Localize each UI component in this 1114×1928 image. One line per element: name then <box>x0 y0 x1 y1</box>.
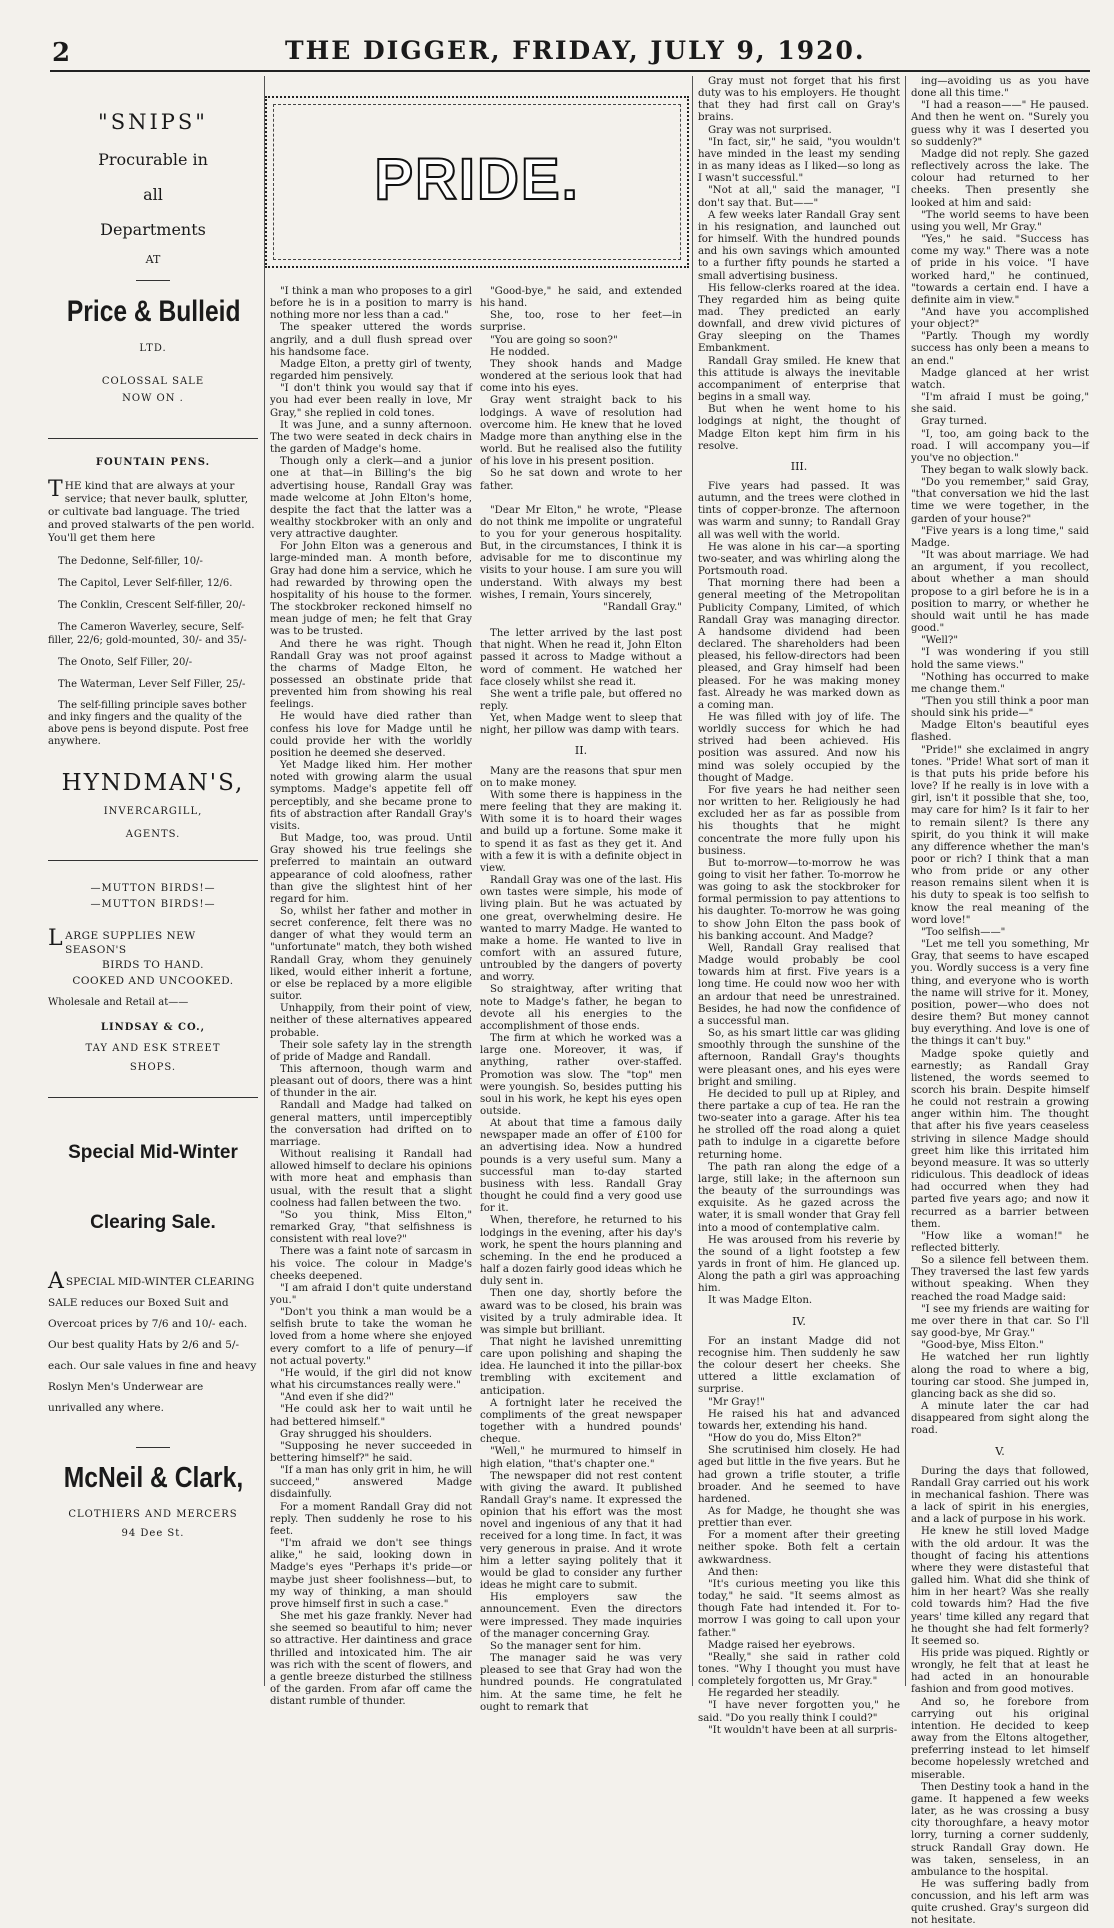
story-paragraph: For an instant Madge did not recognise him. Then suddenly he saw the colour desert her cheeks. She uttered a little exclamation of surprise. <box>698 1335 900 1396</box>
story-paragraph: That morning there had been a general meeting of the Metropolitan Publicity Company, Limited, of which Randall Gray was managing director. A handsome dividend had been declared. The shareholders had been pleased, his fellow-directors had been pleased, and Gray himself had been pleased. For he was making money fast. Already he was marked down as a coming man. <box>698 578 900 711</box>
mutton-line4: COOKED AND UNCOOKED. <box>72 975 234 987</box>
story-paragraph: Randall Gray smiled. He knew that this attitude is always the inevitable accompaniment of enterprise that begins in a small way. <box>698 355 900 404</box>
ads-column <box>48 76 258 1686</box>
story-paragraph: His employers saw the announcement. Even the directors were impressed. They made inquiries of the manager concerning Gray. <box>480 1592 682 1640</box>
pen-list <box>48 555 258 691</box>
fountain-pens-title: FOUNTAIN PENS. <box>95 457 211 468</box>
letter-signature: "Randall Gray." <box>603 601 682 613</box>
story-paragraph: Madge did not reply. She gazed reflectively across the lake. The colour had returned to her cheeks. Then presently she looked at him and said: <box>911 148 1089 209</box>
sale-body: ASPECIAL MID-WINTER CLEARING SALE reduces our Boxed Suit and Overcoat prices by 7/6 and 10/- each. Our best quality Hats by 2/6 and 5/- each. Our sale values in fine and heavy Roslyn Men's Underwear are unrivalled any where. <box>48 1269 257 1414</box>
story-paragraph: "Well," he murmured to himself in high elation, "that's chapter one." <box>480 1446 682 1470</box>
mutton-retail: Wholesale and Retail at—— <box>48 997 189 1008</box>
story-paragraph: He knew he still loved Madge with the old ardour. It was the thought of facing his attentions where they were distasteful that galled him. What did she think of him in her heart? Was she really cold towards him? Had the five years' time killed any regard that he thought she had felt formerly? It seemed so. <box>911 1526 1089 1647</box>
story-paragraph: This afternoon, though warm and pleasant out of doors, there was a hint of thunder in the air. <box>270 1064 472 1100</box>
story-paragraph: Then Destiny took a hand in the game. It happened a few weeks later, as he was crossing a busy city thoroughfare, a heavy motor lorry, turning a corner suddenly, struck Randall Gray down. He was taken, senseless, in an ambulance to the hospital. <box>911 1781 1089 1878</box>
story-paragraph: "It was about marriage. We had an argument, if you recollect, about whether a man should propose to a girl before he is in a position to marry, or whether he should wait until he has made good." <box>911 550 1089 635</box>
story-paragraph: Madge raised her eyebrows. <box>708 1639 856 1651</box>
story-paragraph: So, whilst her father and mother in secret conference, felt there was no danger of what they would term an "unfortunate" match, they both wished Randall Gray, whom they genuinely liked, would either inherit a fortune, or else be replaced by a more eligible suitor. <box>270 905 472 1003</box>
story-paragraph: "Supposing he never succeeded in bettering himself?" he said. <box>270 1440 472 1464</box>
column-rule <box>692 76 693 1686</box>
story-paragraph: Then one day, shortly before the award was to be closed, his brain was visited by a truly admirable idea. It was simple but brilliant. <box>480 1288 682 1336</box>
story-paragraph: ing—avoiding us as you have done all this time." <box>911 76 1089 100</box>
now-on: NOW ON . <box>122 393 184 404</box>
story-paragraph: He nodded. <box>490 346 550 358</box>
hyndmans-town: INVERCARGILL, <box>103 806 203 817</box>
price-bulleid-name: Price & Bulleid <box>66 295 241 328</box>
lindsay-shops: SHOPS. <box>129 1062 177 1073</box>
story-paragraph: He decided to pull up at Ripley, and there partake a cup of tea. He ran the two-seater into a garage. After his tea he strolled off the road along a quiet path to indulge in a cigarette before returning home. <box>698 1088 900 1161</box>
section-heading: IV. <box>792 1314 806 1328</box>
story-paragraph: "Then you still think a poor man should sink his pride—" <box>911 695 1089 720</box>
lindsay-street: TAY AND ESK STREET <box>85 1043 221 1054</box>
mcneil-clark-name: McNeil & Clark, <box>63 1462 244 1494</box>
story-paragraph: She, too, rose to her feet—in surprise. <box>480 310 682 334</box>
story-paragraph: His fellow-clerks roared at the idea. They regarded him as being quite mad. They predicted an early downfall, and drew vivid pictures of Gray sleeping on the Thames Embankment. <box>698 282 900 355</box>
mcneil-trade: CLOTHIERS AND MERCERS <box>68 1509 238 1520</box>
mutton-heading: LARGE SUPPLIES NEW SEASON'S <box>48 926 196 956</box>
story-paragraph: "And have you accomplished your object?" <box>911 306 1089 331</box>
story-paragraph: He was filled with joy of life. The worldly success for which he had strived had been achieved. His position was assured. And now his mind was solely occupied by the thought of Madge. <box>698 711 900 784</box>
story-paragraph: The manager said he was very pleased to see that Gray had won the hundred pounds. He congratulated him. At the same time, he felt he ought to remark that <box>480 1653 682 1713</box>
story-paragraph: But Madge, too, was proud. Until Gray showed his true feelings she preferred to maintain an outward appearance of cold aloofness, rather than give the slightest hint of her regard for him. <box>270 833 472 905</box>
story-paragraph: Well, Randall Gray realised that Madge would probably be cool towards him at first. Five years is a long time. He could now woo her with an ardour that need be unrestrained. Besides, he had now the confidence of a successful man. <box>698 942 900 1027</box>
story-paragraph: When, therefore, he returned to his lodgings in the evening, after his day's work, he spent the hours planning and scheming. In the end he produced a half a dozen fairly good ideas which he duly sent in. <box>480 1215 682 1288</box>
hyndmans-agents: AGENTS. <box>125 829 181 840</box>
colossal-sale: COLOSSAL SALE <box>101 376 205 387</box>
story-paragraph: "Nothing has occurred to make me change them." <box>911 671 1089 695</box>
story-column-1 <box>270 286 472 1708</box>
story-paragraph: "Partly. Though my wordly success has only been a means to an end." <box>911 331 1089 367</box>
story-paragraph: "It wouldn't have been at all surpris- <box>708 1724 898 1736</box>
story-paragraph: "Five years is a long time," said Madge. <box>911 525 1089 549</box>
story-paragraph: "So you think, Miss Elton," remarked Gray, "that selfishness is consistent with real love?" <box>270 1209 472 1246</box>
story-paragraph: He watched her run lightly along the road to where a big, touring car stood. She jumped in, glancing back as she did so. <box>911 1352 1089 1400</box>
story-paragraph: "I have never forgotten you," he said. "Do you really think I could?" <box>698 1700 900 1724</box>
story-paragraph: Madge Elton's beautiful eyes flashed. <box>911 720 1089 744</box>
story-paragraph: And so, he forebore from carrying out his original intention. He decided to keep away from the Eltons altogether, preferring instead to let himself become hopelessly wretched and miserable. <box>911 1696 1089 1781</box>
story-paragraph: "Good-bye, Miss Elton." <box>921 1340 1044 1352</box>
story-paragraph: He was alone in his car—a sporting two-seater, and was whirling along the Portsmouth road. <box>698 541 900 578</box>
story-paragraph: "Not at all," said the manager, "I don't say that. But——" <box>698 185 900 209</box>
story-paragraph: A fortnight later he received the compliments of the great newspaper together with a hundred pounds' cheque. <box>480 1397 682 1446</box>
story-paragraph: "If a man has only grit in him, he will succeed," answered Madge disdainfully. <box>270 1465 472 1501</box>
story-paragraph: Randall Gray was one of the last. His own tastes were simple, his mode of living plain. But he was actuated by one great, overwhelming desire. He wanted to marry Madge. He wanted to make a home. He wanted to live in comfort with an assured future, untroubled by the dangers of poverty and worry. <box>480 875 682 984</box>
list-item: The Capitol, Lever Self-filler, 12/6. <box>58 578 233 589</box>
story-paragraph: The path ran along the edge of a large, still lake; in the afternoon sun the beauty of the surroundings was exquisite. As he gazed across the water, it is small wonder that Gray fell into a mood of contemplative calm. <box>698 1161 900 1234</box>
story-paragraph: So, as his smart little car was gliding smoothly through the sunshine of the afternoon, Randall Gray's thoughts were pleasant ones, and his eyes were bright and smiling. <box>698 1028 900 1088</box>
story-paragraph: "I had a reason——" He paused. And then he went on. "Surely you guess why it was I deserted you so suddenly?" <box>911 100 1089 148</box>
story-paragraph: So straightway, after writing that note to Madge's father, he began to devote all his energies to the accomplishment of those ends. <box>480 984 682 1032</box>
story-paragraph: Yet Madge liked him. Her mother noted with growing alarm the usual symptoms. Madge's appetite fell off perceptibly, and she became prone to fits of abstraction after Randall Gray's visits. <box>270 760 472 832</box>
list-item: The Cameron Waverley, secure, Self-filler, 22/6; gold-mounted, 30/- and 35/- <box>48 622 247 646</box>
story-paragraph: Madge glanced at her wrist watch. <box>911 367 1089 391</box>
story-paragraph: "In fact, sir," he said, "you wouldn't have minded in the least my sending in as many ideas as I liked—so long as I wasn't successful." <box>698 136 900 185</box>
section-heading: II. <box>574 744 588 758</box>
story-paragraph: It was June, and a sunny afternoon. The two were seated in deck chairs in the garden of Madge's home. <box>270 419 472 456</box>
snips-ad-title: "SNIPS" <box>98 110 208 134</box>
story-paragraph: "You are going so soon?" <box>490 334 618 346</box>
snips-line3: Departments <box>100 220 206 239</box>
drop-cap: A <box>48 1269 64 1294</box>
story-paragraph: "How do you do, Miss Elton?" <box>708 1433 862 1445</box>
story-paragraph: Without realising it Randall had allowed himself to declare his opinions with more heat and emphasis than usual, with the result that a slight coolness had fallen between the two. <box>270 1149 472 1209</box>
story-paragraph: He was aroused from his reverie by the sound of a light footstep a few yards in front of him. He glanced up. Along the path a girl was approaching him. <box>698 1234 900 1295</box>
fountain-pens-intro: THE kind that are always at your service; that never baulk, splutter, or cultivate bad language. The tried and proved stalwarts of the pen world. You'll get them here <box>48 477 255 544</box>
story-paragraph: The newspaper did not rest content with giving the award. It published Randall Gray's name. It expressed the opinion that his effort was the most novel and ingenious of any that it had received for a long time. In fact, it was very generous in praise. And it wrote him a letter saying politely that it would be glad to consider any further ideas he might care to submit. <box>480 1470 682 1592</box>
story-column-2 <box>480 286 682 1713</box>
divider <box>48 1097 258 1098</box>
story-paragraph: "I'm afraid we don't see things alike," he said, looking down in Madge's eyes "Perhaps it's pride—or maybe just sheer foolishness—but, to my way of thinking, a man should prove himself first in such a case." <box>270 1538 472 1610</box>
story-paragraph: "Good-bye," he said, and extended his hand. <box>480 286 682 310</box>
story-paragraph: A minute later the car had disappeared from sight along the road. <box>911 1401 1089 1437</box>
page-number: 2 <box>52 38 71 68</box>
story-paragraph: During the days that followed, Randall Gray carried out his work in mechanical fashion. There was a lack of spirit in his energies, and a lack of purpose in his work. <box>911 1465 1089 1526</box>
story-paragraph: He was suffering badly from concussion, and his left arm was quite crushed. Gray's surgeon did not hesitate. <box>911 1878 1089 1927</box>
story-paragraph: She met his gaze frankly. Never had she seemed so beautiful to him; never so attractive. Her daintiness and grace thrilled and intoxicated him. The air was rich with the scent of flowers, and a gentle breeze disturbed the stillness of the garden. From afar off came the distant rumble of thunder. <box>270 1611 472 1708</box>
story-paragraph: She went a trifle pale, but offered no reply. <box>480 688 682 712</box>
story-paragraph: There was a faint note of sarcasm in his voice. The colour in Madge's cheeks deepened. <box>270 1246 472 1282</box>
mutton-birds-1: —MUTTON BIRDS!— <box>90 883 216 894</box>
letter-text: "Dear Mr Elton," he wrote, "Please do not think me impolite or ungrateful to you for your generous hospitality. But, in the circumstances, I think it is advisable for me to discontinue my visits to your house. I am sure you will understand. With always my best wishes, I remain, Yours sincerely, <box>480 504 682 601</box>
story-paragraph: Unhappily, from their point of view, neither of these alternatives appeared probable. <box>270 1003 472 1039</box>
story-paragraph: At about that time a famous daily newspaper made an offer of £100 for an advertising idea. Now a hundred pounds is a very useful sum. Many a successful man to-day started business with less. Randall Gray thought he could find a very good use for it. <box>480 1118 682 1215</box>
mutton-birds-2: —MUTTON BIRDS!— <box>90 899 216 910</box>
section-heading: V. <box>995 1444 1005 1458</box>
story-paragraph: He regarded her steadily. <box>708 1688 840 1700</box>
list-item: The Dedonne, Self-filler, 10/- <box>58 556 203 567</box>
story-paragraph: "He would, if the girl did not know what his circumstances really were." <box>270 1367 472 1392</box>
masthead-rule <box>50 70 1090 72</box>
story-paragraph: The speaker uttered the words angrily, and a dull flush spread over his handsome face. <box>270 322 472 358</box>
lindsay-name: LINDSAY & CO., <box>100 1022 206 1033</box>
story-paragraph: "I, too, am going back to the road. I will accompany you—if you've no objection." <box>911 428 1089 464</box>
story-column-3 <box>698 76 900 1736</box>
story-paragraph: He would have died rather than confess his love for Madge until he could provide her with the worldly position he deemed she deserved. <box>270 711 472 759</box>
story-paragraph: Gray turned. <box>921 416 987 428</box>
story-paragraph: She scrutinised him closely. He had aged but little in the five years. But he had grown a trifle stouter, a trifle broader. And he seemed to have hardened. <box>698 1445 900 1505</box>
story-paragraph: So the manager sent for him. <box>490 1640 642 1652</box>
snips-at: AT <box>145 253 161 266</box>
story-paragraph: That night he lavished unremitting care upon polishing and shaping the idea. He launched it into the pillar-box trembling with excitement and anticipation. <box>480 1336 682 1397</box>
story-paragraph: The letter arrived by the last post that night. When he read it, John Elton passed it across to Madge without a word of comment. He watched her face closely whilst she read it. <box>480 628 682 688</box>
column-rule <box>905 76 906 1686</box>
story-paragraph: Madge Elton, a pretty girl of twenty, regarded him pensively. <box>270 358 472 383</box>
divider <box>48 860 258 861</box>
story-paragraph: He raised his hat and advanced towards her, extending his hand. <box>698 1408 900 1432</box>
newspaper-title: THE DIGGER, FRIDAY, JULY 9, 1920. <box>285 36 866 65</box>
divider <box>136 1447 170 1448</box>
story-paragraph: Their sole safety lay in the strength of pride of Madge and Randall. <box>270 1039 472 1063</box>
list-item: The Conklin, Crescent Self-filler, 20/- <box>58 600 246 611</box>
story-paragraph: For John Elton was a generous and large-minded man. A month before, Gray had done him a service, which he had rewarded by throwing open the hospitality of his house to the former. The stockbroker reckoned himself no mean judge of men; he felt that Gray was to be trusted. <box>270 541 472 638</box>
story-paragraph: With some there is happiness in the mere feeling that they are making it. With some it is to hoard their wages and build up a fortune. Some make it to spend it as fast as they get it. And with a few it is with a definite object in view. <box>480 789 682 874</box>
story-paragraph: For a moment Randall Gray did not reply. Then suddenly he rose to his feet. <box>270 1501 472 1537</box>
story-paragraph: "Really," she said in rather cold tones. "Why I thought you must have completely forgotten us, Mr Gray." <box>698 1651 900 1688</box>
story-paragraph: So he sat down and wrote to her father. <box>480 468 682 492</box>
mutton-line3: BIRDS TO HAND. <box>102 959 204 971</box>
story-paragraph: "Too selfish——" <box>921 926 1006 938</box>
section-heading: III. <box>790 459 808 473</box>
column-rule <box>264 76 265 1686</box>
story-paragraph: "And even if she did?" <box>280 1392 394 1404</box>
story-paragraph: Gray was not surprised. <box>708 124 832 136</box>
divider <box>136 280 170 281</box>
mcneil-address: 94 Dee St. <box>121 1528 185 1539</box>
story-paragraph: "Don't you think a man would be a selfish brute to take the woman he loved from a home where she enjoyed every comfort to a life of penury—if not actual poverty." <box>270 1307 472 1367</box>
story-paragraph: Gray went straight back to his lodgings. A wave of resolution had overcome him. He knew that he loved Madge more than anything else in the world. But he realised also the futility of his love in his present position. <box>480 395 682 468</box>
story-paragraph: "I don't think you would say that if you had ever been really in love, Mr Gray," she replied in cold tones. <box>270 383 472 419</box>
story-paragraph: Yet, when Madge went to sleep that night, her pillow was damp with tears. <box>480 713 682 737</box>
story-paragraph: "He could ask her to wait until he had bettered himself." <box>270 1404 472 1428</box>
story-paragraph: "It's curious meeting you like this today," he said. "It seems almost as though Fate had intended it. For to-morrow I was going to call upon your father." <box>698 1578 900 1639</box>
story-paragraph: "I was wondering if you still hold the same views." <box>911 647 1089 671</box>
story-paragraph: It was Madge Elton. <box>708 1295 813 1307</box>
story-paragraph: "Mr Gray!" <box>708 1396 765 1408</box>
story-paragraph: But when he went home to his lodgings at night, the thought of Madge Elton kept him firm in his resolve. <box>698 404 900 452</box>
story-paragraph: Gray shrugged his shoulders. <box>280 1428 433 1440</box>
story-paragraph: Madge spoke quietly and earnestly; as Randall Gray listened, the words seemed to scorch his brain. Despite himself he could not restrain a growing anger within him. The thought that after his five years ceaseless striving in silence Madge should greet him like this irritated him beyond measure. It was so utterly ridiculous. This deadlock of ideas had occurred when they had parted five years ago; and now it recurred as a barrier between them. <box>911 1048 1089 1230</box>
story-paragraph: As for Madge, he thought she was prettier than ever. <box>698 1505 900 1530</box>
story-paragraph: They shook hands and Madge wondered at the serious look that had come into his eyes. <box>480 358 682 395</box>
story-paragraph: Five years had passed. It was autumn, and the trees were clothed in tints of copper-bronze. The afternoon was warm and sunny; to Randall Gray all was well with the world. <box>698 481 900 541</box>
drop-cap: L <box>48 926 64 951</box>
list-item: The Onoto, Self Filler, 20/- <box>58 657 193 668</box>
story-paragraph: And there he was right. Though Randall Gray was not proof against the charms of Madge Elton, he possessed an obstinate pride that prevented him from showing his real feelings. <box>270 638 472 711</box>
story-paragraph: "Yes," he said. "Success has come my way." There was a note of pride in his voice. "I have worked hard," he continued, "towards a certain end. I have a definite aim in view." <box>911 234 1089 306</box>
price-bulleid-ltd: LTD. <box>139 343 167 354</box>
story-column-4 <box>911 76 1089 1927</box>
sale-title-2: Clearing Sale. <box>90 1212 216 1233</box>
story-paragraph: "I'm afraid I must be going," she said. <box>911 392 1089 416</box>
list-item: The Waterman, Lever Self Filler, 25/- <box>58 679 246 690</box>
story-paragraph: "Do you remember," said Gray, "that conversation we hid the last time we were together, in the garden of your house?" <box>911 477 1089 525</box>
drop-cap: T <box>48 477 63 502</box>
story-paragraph: "Well?" <box>921 635 959 647</box>
fountain-pens-footer: The self-filling principle saves bother and inky fingers and the quality of the above pens is beyond dispute. Post free anywhere. <box>48 700 249 747</box>
divider <box>48 438 258 439</box>
story-paragraph: "I am afraid I don't quite understand you." <box>270 1282 472 1306</box>
story-paragraph: "Let me tell you something, Mr Gray, that seems to have escaped you. Wordly success is a very fine thing, and everyone who is worth the name will strive for it. Money, position, power—who does not desire them? But money cannot buy everything. And love is one of the things it can't buy." <box>911 939 1089 1048</box>
story-paragraph: Though only a clerk—and a junior one at that—in Billing's the big advertising house, Randall Gray was made welcome at John Elton's home, despite the fact that the latter was a wealthy stockbroker with an only and very attractive daughter. <box>270 456 472 541</box>
story-paragraph: His pride was piqued. Rightly or wrongly, he felt that at least he had acted in an honourable fashion and from good motives. <box>911 1648 1089 1696</box>
hyndmans-name: HYNDMAN'S, <box>61 770 245 796</box>
story-paragraph: For five years he had neither seen nor written to her. Religiously he had excluded her as far as possible from his thoughts that he might concentrate the more fully upon his business. <box>698 784 900 857</box>
story-paragraph: Many are the reasons that spur men on to make money. <box>480 765 682 789</box>
story-paragraph: "The world seems to have been using you well, Mr Gray." <box>911 209 1089 233</box>
story-paragraph: And then: <box>708 1566 759 1578</box>
story-paragraph: The firm at which he worked was a large one. Moreover, it was, if anything, rather over-staffed. Promotion was slow. The "top" men were youngish. So, besides putting his soul in his work, he kept his eyes open outside. <box>480 1033 682 1117</box>
story-paragraph: "I think a man who proposes to a girl before he is in a position to marry is nothing more nor less than a cad." <box>270 286 472 322</box>
story-paragraph: "I see my friends are waiting for me over there in that car. So I'll say good-bye, Mr Gray." <box>911 1303 1089 1340</box>
story-paragraph: But to-morrow—to-morrow he was going to visit her father. To-morrow he was going to ask the stockbroker for formal permission to pay attentions to his daughter. To-morrow he was going to show John Elton the pass book of his banking account. And Madge? <box>698 857 900 942</box>
story-paragraph: "Pride!" she exclaimed in angry tones. "Pride! What sort of man it is that puts his pride before his love? If he really is in love with a girl, isn't it possible that she, too, may care for him? Is it fair to her to remain silent? Is there any spirit, do you think it will make any difference whether the man's poor or rich? I think that a man who from pride or any other reason remains silent when it is his duty to speak is too selfish to know the real meaning of the word love!" <box>911 744 1089 926</box>
story-paragraph: Randall and Madge had talked on general matters, until imperceptibly the conversation had drifted on to marriage. <box>270 1100 472 1148</box>
story-paragraph: Gray must not forget that his first duty was to his employers. He thought that they had first call on Gray's brains. <box>698 76 900 124</box>
story-paragraph: "How like a woman!" he reflected bitterly. <box>911 1230 1089 1254</box>
story-paragraph: They began to walk slowly back. <box>921 465 1089 476</box>
story-paragraph: So a silence fell between them. They traversed the last few yards without speaking. When they reached the road Madge said: <box>911 1255 1089 1303</box>
story-title-box <box>265 96 689 268</box>
masthead <box>0 0 1114 74</box>
story-title: PRIDE. <box>374 147 580 212</box>
snips-line1: Procurable in <box>98 150 208 169</box>
story-paragraph: For a moment after their greeting neither spoke. Both felt a certain awkwardness. <box>698 1530 900 1566</box>
sale-title-1: Special Mid-Winter <box>68 1142 238 1163</box>
story-paragraph: A few weeks later Randall Gray sent in his resignation, and launched out for himself. With the hundred pounds and his own savings which amounted to a further fifty pounds he started a small advertising business. <box>698 209 900 282</box>
snips-line2: all <box>143 185 163 204</box>
